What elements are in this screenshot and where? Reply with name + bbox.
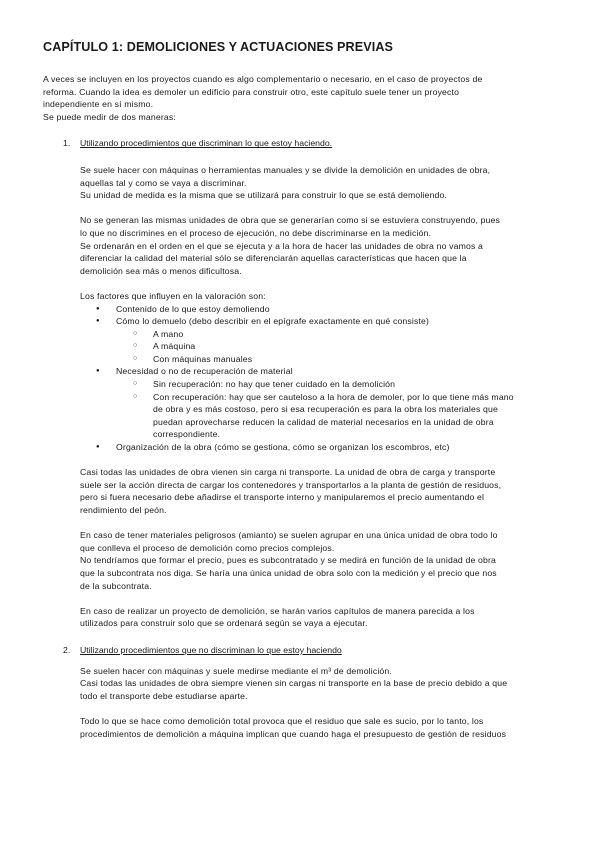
list-item: ● Cómo lo demuelo (debo describir en el epígrafe exactamente en qué consiste) xyxy=(116,315,544,328)
section-number: 2. xyxy=(63,644,71,655)
intro-paragraph xyxy=(43,73,544,123)
section-1-body-continued xyxy=(80,454,544,630)
text-line: En caso de realizar un proyecto de demolición, se harán varios capítulos de manera parecida a los xyxy=(80,605,475,616)
text-line: Se ordenarán en el orden en el que se ejecuta y a la hora de hacer las unidades de obra no vamos a xyxy=(80,240,484,251)
text-line: suele ser la acción directa de cargar los contenedores y transportarlos a la planta de gestión de residuos, xyxy=(80,479,502,490)
sub-list-item: ○ A mano xyxy=(153,328,544,341)
paragraph xyxy=(80,715,544,740)
chapter-title: CAPÍTULO 1: DEMOLICIONES Y ACTUACIONES PREVIAS xyxy=(43,40,394,54)
text-line: Casi todas las unidades de obra vienen sin carga ni transporte. La unidad de obra de carga y transporte xyxy=(80,467,496,478)
sub-list-item: ○ A máquina xyxy=(153,340,544,353)
text-line: Casi todas las unidades de obra siempre vienen sin cargas ni transporte en la base de precio debido a que xyxy=(80,678,508,689)
text-line: de la subcontrata. xyxy=(80,580,152,591)
text-line: todo el transporte debe estudiarse aparte. xyxy=(80,690,248,701)
text-line: A veces se incluyen en los proyectos cuando es algo complementario o necesario, en el caso de proyectos de xyxy=(43,74,483,84)
paragraph xyxy=(80,605,544,630)
section-1-heading xyxy=(63,137,544,150)
text-line: pero si fuera necesario debe añadirse el transporte interno y manipularemos el precio aumentando el xyxy=(80,492,485,503)
list-item: ● Contenido de lo que estoy demoliendo xyxy=(116,303,544,316)
text-line: Su unidad de medida es la misma que se utilizará para construir lo que se está demoliendo. xyxy=(80,190,447,201)
section-2-body xyxy=(80,665,544,741)
text-line: No se generan las mismas unidades de obra que se generarían como si se estuviera construyendo, pues xyxy=(80,215,501,226)
text-line: Se puede medir de dos maneras: xyxy=(43,111,176,122)
text-line: que la subcontrata nos diga. Se haría una única unidad de obra solo con la medición y el precio que nos xyxy=(80,567,497,578)
sub-list-item: ○ Sin recuperación: no hay que tener cuidado en la demolición xyxy=(153,378,544,391)
paragraph xyxy=(80,466,544,516)
section-1-body xyxy=(80,164,544,303)
section-title: Utilizando procedimientos que no discriminan lo que estoy haciendo xyxy=(80,644,342,655)
text-line: Se suele hacer con máquinas o herramientas manuales y se divide la demolición en unidades de obra, xyxy=(80,164,491,175)
text-line: de obra y es más costoso, pero si esa recuperación es para la obra los materiales que xyxy=(153,404,498,415)
factors-list xyxy=(43,303,544,454)
list-item: ● Necesidad o no de recuperación de material xyxy=(116,365,544,378)
text-line: ○ Con recuperación: hay que ser cauteloso a la hora de demoler, por lo que tiene más mano xyxy=(153,391,514,402)
paragraph xyxy=(80,529,544,592)
text-line: utilizados para construir solo que se ordenará según se vaya a ejecutar. xyxy=(80,618,368,629)
text-line: reforma. Cuando la idea es demoler un edificio para construir otro, este capítulo suele tener un proyecto xyxy=(43,86,460,97)
text-line: No tendríamos que formar el precio, pues es subcontratado y se medirá en función de la unidad de obra xyxy=(80,555,496,566)
text-line: aquellas tal y como se vaya a discriminar. xyxy=(80,177,247,188)
text-line: procedimientos de demolición a máquina implican que cuando haga el presupuesto de gestión de residuos xyxy=(80,728,507,739)
text-line: rendimiento del peón. xyxy=(80,505,167,515)
section-number: 1. xyxy=(63,138,71,149)
section-2-heading xyxy=(63,644,544,657)
text-line: Todo lo que se hace como demolición total provoca que el residuo que sale es sucio, por lo tanto, los xyxy=(80,715,484,726)
text-line: independiente en sí mismo. xyxy=(43,99,154,110)
list-item: ● Organización de la obra (cómo se gestiona, cómo se organizan los escombros, etc) xyxy=(116,441,544,454)
sub-list-item: ○ Con máquinas manuales xyxy=(153,353,544,366)
factors-intro: Los factores que influyen en la valoración son: xyxy=(80,290,266,301)
text-line: puedan aprovecharse reducen la calidad de material necesarios en la unidad de obra xyxy=(153,416,494,427)
text-line: lo que no discrimines en el proceso de ejecución, no debe discriminarse en la medición. xyxy=(80,227,432,238)
sub-list-item xyxy=(153,391,544,441)
text-line: Se suelen hacer con máquinas y suele medirse mediante el m³ de demolición. xyxy=(80,665,392,676)
text-line: que conlleva el proceso de demolición como precios complejos. xyxy=(80,542,335,553)
paragraph xyxy=(80,665,544,703)
text-line: correspondiente. xyxy=(153,429,221,440)
text-line: diferenciar la calidad del material sólo se diferenciarán aquellas características que hacen que la xyxy=(80,253,467,264)
paragraph xyxy=(80,214,544,277)
text-line: demolición sea más o menos dificultosa. xyxy=(80,265,242,276)
text-line: En caso de tener materiales peligrosos (amianto) se suelen agrupar en una única unidad de obra todo lo xyxy=(80,530,498,541)
section-title: Utilizando procedimientos que discriminan lo que estoy haciendo. xyxy=(80,138,333,149)
paragraph xyxy=(80,164,544,202)
